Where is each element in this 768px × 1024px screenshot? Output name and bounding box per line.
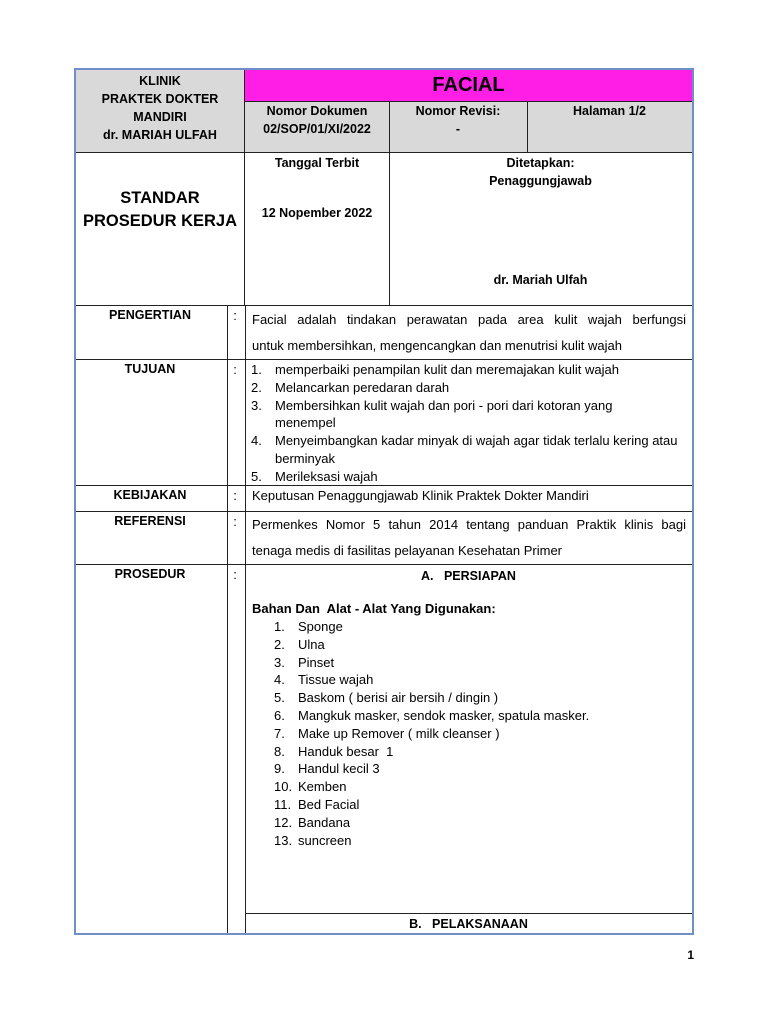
list-item [274,814,684,832]
list-number: 4. [251,433,262,449]
page-label: Halaman 1/2 [573,104,646,118]
grid-line [76,359,692,360]
list-item [274,707,684,725]
document-title: FACIAL [432,74,505,96]
clinic-line-3: MANDIRI [133,110,187,124]
prosedur-label: PROSEDUR [114,567,186,581]
list-item [274,654,684,672]
grid-line [245,101,692,102]
list-item [274,636,684,654]
list-text: Sponge [298,619,343,634]
list-number: 6. [274,707,285,723]
sop-title-line-2: PROSEDUR KERJA [82,212,238,230]
list-text: Make up Remover ( milk cleanser ) [298,725,500,741]
list-number: 2. [274,636,285,652]
list-item [274,671,684,689]
list-text: Bed Facial [298,796,360,812]
issue-date: 12 Nopember 2022 [261,206,373,220]
pengertian-line-2: untuk membersihkan, mengencangkan dan menutrisi kulit wajah [252,338,622,353]
list-number: 3. [274,654,285,670]
grid-line [76,564,692,565]
tujuan-colon: : [233,362,237,377]
kebijakan-label: KEBIJAKAN [113,488,187,502]
grid-line [245,305,246,933]
section-b-heading: B. PELAKSANAAN [409,917,528,931]
doc-number-label: Nomor Dokumen [266,104,368,118]
list-item [251,397,687,433]
approved-role: Penaggungjawab [489,174,592,188]
list-item [274,832,684,850]
referensi-text [252,512,686,564]
list-text: Membersihkan kulit wajah dan pori - pori dari kotoran yang menempel [275,397,613,431]
clinic-line-4: dr. MARIAH ULFAH [103,128,217,142]
list-number: 11. [274,796,292,812]
grid-line [76,152,692,153]
tujuan-list [251,361,687,486]
list-text: memperbaiki penampilan kulit dan meremajakan kulit wajah [275,362,619,377]
list-number: 3. [251,397,262,413]
list-text: suncreen [298,832,352,848]
grid-line [527,101,528,152]
list-number: 10. [274,779,293,795]
list-number: 5. [274,690,285,706]
revision-value: - [455,122,461,136]
approved-name: dr. Mariah Ulfah [493,273,588,287]
list-number: 4. [274,672,285,688]
referensi-label: REFERENSI [114,514,186,528]
list-number: 1. [274,619,285,634]
list-item [251,468,687,486]
list-number: 1. [251,362,262,377]
prosedur-colon: : [233,567,237,582]
list-number: 7. [274,725,285,741]
page-cell [527,102,692,120]
list-text: Tissue wajah [298,672,374,688]
tools-heading: Bahan Dan Alat - Alat Yang Digunakan: [252,601,496,616]
list-text: Merileksasi wajah [275,468,378,484]
sop-title [76,187,244,233]
referensi-colon: : [233,514,237,529]
list-number: 13. [274,832,293,848]
list-text: Pinset [298,654,335,670]
list-text: Kemben [298,779,347,795]
grid-line [244,70,245,306]
sop-title-line-1: STANDAR [120,189,200,207]
list-text: Menyeimbangkan kadar minyak di wajah agar tidak terlalu kering atau berminyak [275,433,678,466]
list-number: 12. [274,814,293,830]
revision-label: Nomor Revisi: [415,104,501,118]
list-item [274,743,684,761]
grid-line [245,913,692,914]
kebijakan-text: Keputusan Penaggungjawab Klinik Praktek Dokter Mandiri [252,488,589,503]
pengertian-line-1: Facial adalah tindakan perawatan pada area kulit wajah berfungsi [252,312,686,327]
list-number: 5. [251,468,262,484]
issue-label: Tanggal Terbit [274,156,360,170]
list-item [251,379,687,397]
list-item [274,778,684,796]
referensi-line-2: tenaga medis di fasilitas pelayanan Kesehatan Primer [252,543,563,558]
list-text: Ulna [298,636,325,652]
list-text: Mangkuk masker, sendok masker, spatula masker. [298,707,590,723]
referensi-line-1: Permenkes Nomor 5 tahun 2014 tentang panduan Praktik klinis bagi [252,517,686,532]
list-number: 9. [274,761,285,777]
tools-list [274,618,684,849]
doc-number-cell [245,102,389,138]
list-text: Bandana [298,814,351,830]
list-text: Baskom ( berisi air bersih / dingin ) [298,690,499,706]
pengertian-label: PENGERTIAN [109,308,191,322]
list-number: 2. [251,379,262,395]
revision-cell [389,102,527,138]
clinic-line-1: KLINIK [139,74,181,88]
pengertian-text [252,307,686,359]
list-item [251,432,687,468]
list-number: 8. [274,743,285,759]
title-cell [245,70,692,101]
grid-line [227,305,228,933]
kebijakan-colon: : [233,488,237,503]
page-number: 1 [687,948,694,962]
tujuan-label: TUJUAN [124,362,176,376]
list-item [274,760,684,778]
clinic-line-2: PRAKTEK DOKTER [101,92,219,106]
list-item [251,361,687,379]
grid-line [389,101,390,306]
list-text: Melancarkan peredaran darah [275,379,450,395]
list-item [274,725,684,743]
grid-line [76,305,692,306]
list-item [274,689,684,707]
clinic-name-block [76,72,244,144]
list-item [274,796,684,814]
list-item [274,618,684,636]
section-a-heading: A. PERSIAPAN [421,569,516,583]
pengertian-colon: : [233,308,237,323]
list-text: Handul kecil 3 [298,761,380,777]
doc-number-value: 02/SOP/01/XI/2022 [263,122,371,136]
list-text: Handuk besar 1 [298,743,394,759]
approved-label: Ditetapkan: [506,156,575,170]
